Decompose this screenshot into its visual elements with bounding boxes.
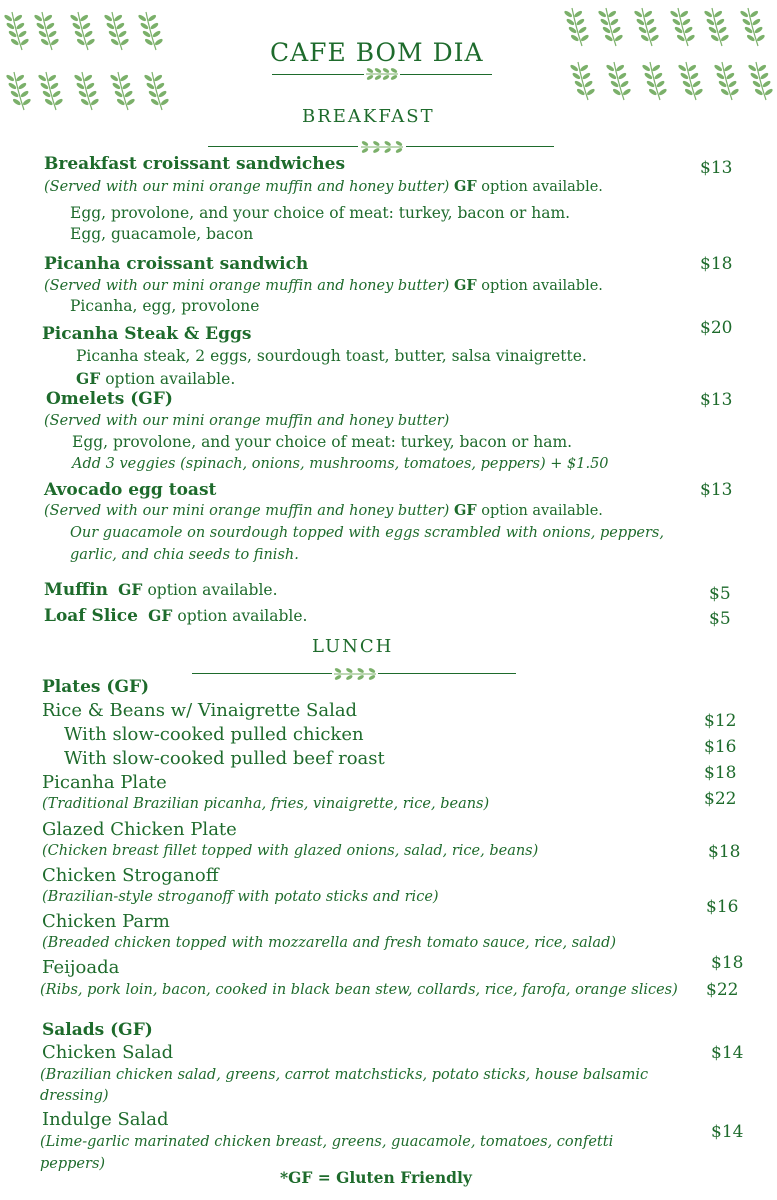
- price-picanha-plate: $22: [704, 789, 737, 809]
- served-note: (Served with our mini orange muffin and honey butter) GF option available.: [44, 178, 603, 195]
- menu-item-feijoada: Feijoada: [42, 957, 120, 978]
- menu-item-chicken-parm: Chicken Parm: [42, 911, 170, 932]
- lunch-divider-right: [378, 673, 516, 674]
- price-feijoada: $22: [706, 980, 739, 1000]
- menu-item-picanha-plate: Picanha Plate: [42, 772, 167, 793]
- item-description: Egg, guacamole, bacon: [70, 225, 254, 243]
- leaf-sprig-icon: [359, 138, 405, 156]
- price-rice-beans: $12: [704, 711, 737, 731]
- price-glazed-chicken: $18: [708, 842, 741, 862]
- menu-item-indulge-salad: Indulge Salad: [42, 1109, 169, 1130]
- item-description: (Ribs, pork loin, bacon, cooked in black bean stew, collards, rice, farofa, orange slices): [40, 982, 678, 998]
- foliage-sprig-icon: [703, 8, 729, 46]
- menu-item-chicken-salad: Chicken Salad: [42, 1042, 174, 1063]
- price-omelets: $13: [700, 390, 733, 410]
- price-chicken-parm: $18: [711, 953, 744, 973]
- menu-item-avocado-toast: Avocado egg toast: [44, 480, 217, 500]
- menu-item-loaf-slice: Loaf Slice GF option available.: [44, 606, 308, 626]
- option-pulled-beef: With slow-cooked pulled beef roast: [64, 748, 385, 769]
- foliage-left-decoration: [0, 0, 180, 125]
- served-note: (Served with our mini orange muffin and honey butter) GF option available.: [44, 502, 603, 519]
- leaf-sprig-icon: [332, 665, 378, 683]
- gluten-friendly-footnote: *GF = Gluten Friendly: [280, 1168, 472, 1187]
- price-avocado-toast: $13: [700, 480, 733, 500]
- foliage-sprig-icon: [563, 8, 589, 46]
- lunch-divider-left: [192, 673, 332, 674]
- item-description: Our guacamole on sourdough topped with eggs scrambled with onions, peppers,: [70, 525, 664, 541]
- foliage-sprig-icon: [569, 62, 595, 100]
- item-description: peppers): [40, 1156, 106, 1172]
- veggie-addon: Add 3 veggies (spinach, onions, mushrooms, tomatoes, peppers) + $1.50: [72, 456, 609, 472]
- item-description: (Breaded chicken topped with mozzarella and fresh tomato sauce, rice, salad): [42, 935, 617, 951]
- price-breakfast-croissant: $13: [700, 158, 733, 178]
- menu-item-muffin: Muffin GF option available.: [44, 580, 278, 600]
- foliage-sprig-icon: [605, 62, 631, 100]
- menu-item-breakfast-croissant: Breakfast croissant sandwiches: [44, 154, 346, 174]
- item-description: (Brazilian-style stroganoff with potato sticks and rice): [42, 889, 439, 905]
- item-description: (Brazilian chicken salad, greens, carrot matchsticks, potato sticks, house balsamic: [40, 1067, 649, 1083]
- price-picanha-croissant: $18: [700, 254, 733, 274]
- item-description: garlic, and chia seeds to finish.: [70, 547, 299, 563]
- foliage-sprig-icon: [633, 8, 659, 46]
- foliage-sprig-icon: [747, 62, 773, 100]
- menu-item-glazed-chicken: Glazed Chicken Plate: [42, 819, 237, 840]
- item-description: Egg, provolone, and your choice of meat: turkey, bacon or ham.: [72, 433, 573, 451]
- price-indulge-salad: $14: [711, 1122, 744, 1142]
- foliage-sprig-icon: [137, 12, 163, 50]
- item-description: (Traditional Brazilian picanha, fries, vinaigrette, rice, beans): [42, 796, 490, 812]
- menu-item-omelets: Omelets (GF): [46, 389, 173, 409]
- menu-item-rice-beans: Rice & Beans w/ Vinaigrette Salad: [42, 700, 358, 721]
- foliage-sprig-icon: [37, 72, 63, 110]
- title-divider-left: [272, 74, 364, 75]
- gf-note: GF option available.: [76, 369, 236, 388]
- foliage-sprig-icon: [739, 8, 765, 46]
- menu-item-steak-eggs: Picanha Steak & Eggs: [42, 324, 252, 344]
- foliage-sprig-icon: [669, 8, 695, 46]
- price-loaf-slice: $5: [709, 609, 731, 629]
- foliage-sprig-icon: [597, 8, 623, 46]
- option-pulled-chicken: With slow-cooked pulled chicken: [64, 724, 364, 745]
- breakfast-heading: BREAKFAST: [302, 106, 435, 127]
- cafe-title: CAFE BOM DIA: [270, 38, 484, 67]
- foliage-sprig-icon: [73, 72, 99, 110]
- item-description: Picanha steak, 2 eggs, sourdough toast, butter, salsa vinaigrette.: [76, 347, 587, 365]
- foliage-right-decoration: [560, 0, 777, 125]
- price-pulled-chicken: $16: [704, 737, 737, 757]
- foliage-sprig-icon: [33, 12, 59, 50]
- menu-item-picanha-croissant: Picanha croissant sandwich: [44, 254, 309, 274]
- menu-item-stroganoff: Chicken Stroganoff: [42, 865, 219, 886]
- item-description: Egg, provolone, and your choice of meat: turkey, bacon or ham.: [70, 204, 571, 222]
- item-description: (Chicken breast fillet topped with glazed onions, salad, rice, beans): [42, 843, 539, 859]
- price-muffin: $5: [709, 584, 731, 604]
- foliage-sprig-icon: [109, 72, 135, 110]
- foliage-sprig-icon: [143, 72, 169, 110]
- served-note: (Served with our mini orange muffin and honey butter): [44, 413, 450, 429]
- foliage-sprig-icon: [3, 12, 29, 50]
- foliage-sprig-icon: [103, 12, 129, 50]
- foliage-sprig-icon: [5, 72, 31, 110]
- salads-heading: Salads (GF): [42, 1020, 153, 1040]
- item-description: Picanha, egg, provolone: [70, 297, 260, 315]
- item-description: (Lime-garlic marinated chicken breast, greens, guacamole, tomatoes, confetti: [40, 1134, 614, 1150]
- foliage-sprig-icon: [677, 62, 703, 100]
- breakfast-divider-left: [208, 146, 358, 147]
- leaf-sprig-icon: [364, 66, 400, 82]
- foliage-sprig-icon: [69, 12, 95, 50]
- foliage-sprig-icon: [713, 62, 739, 100]
- price-pulled-beef: $18: [704, 763, 737, 783]
- lunch-heading: LUNCH: [312, 636, 394, 657]
- foliage-sprig-icon: [641, 62, 667, 100]
- price-stroganoff: $16: [706, 897, 739, 917]
- item-description: dressing): [40, 1088, 109, 1104]
- price-steak-eggs: $20: [700, 318, 733, 338]
- plates-heading: Plates (GF): [42, 677, 150, 697]
- served-note: (Served with our mini orange muffin and honey butter) GF option available.: [44, 277, 603, 294]
- breakfast-divider-right: [406, 146, 554, 147]
- price-chicken-salad: $14: [711, 1043, 744, 1063]
- title-divider-right: [400, 74, 492, 75]
